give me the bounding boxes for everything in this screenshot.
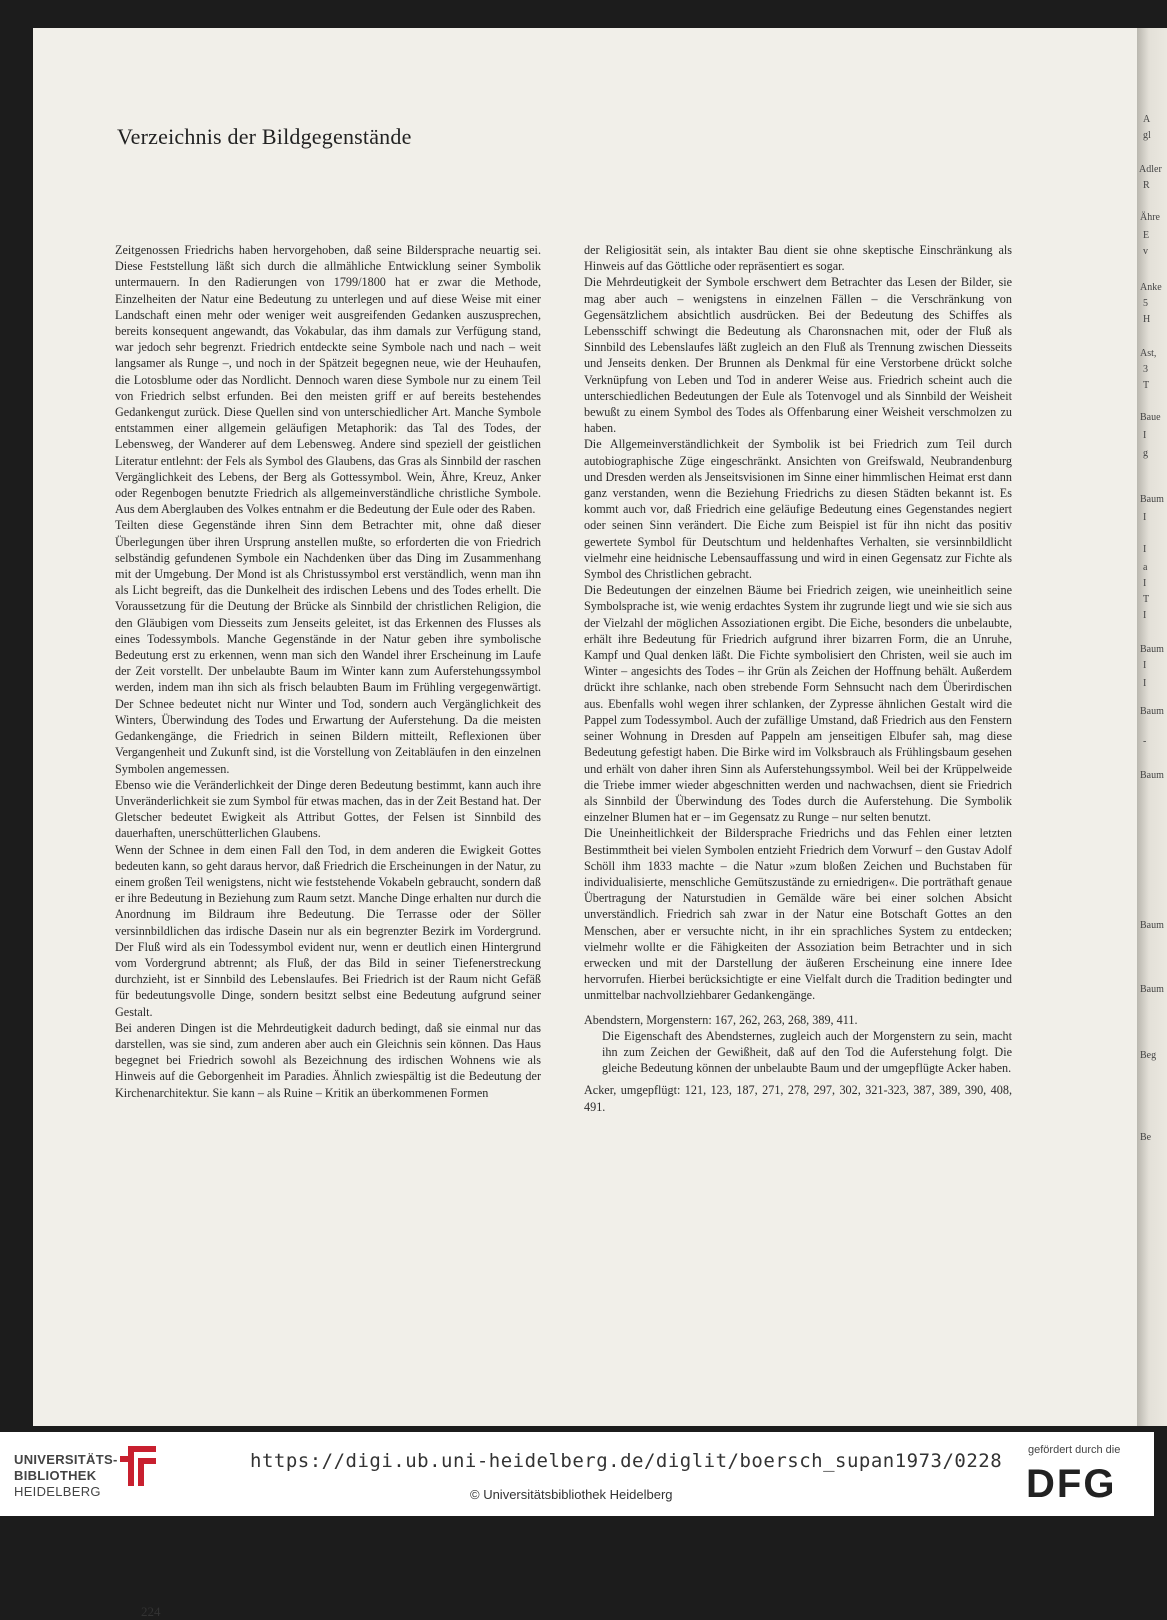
library-name-line2: BIBLIOTHEK bbox=[14, 1468, 97, 1483]
index-entry-head: Abendstern, Morgenstern: 167, 262, 263, 268, 389, 411. bbox=[584, 1012, 858, 1027]
side-fragment: gl bbox=[1143, 130, 1151, 141]
paragraph: Wenn der Schnee in dem einen Fall den Tod, in dem anderen die Ewigkeit Gottes bedeuten kann, so geht daraus hervor, daß Friedrich die Erscheinungen in der Natur, zu einem großen Teil wenigstens, nicht wie feststehende Vokabeln gebraucht, sondern daß er ihre Bedeutung in Beziehung zum Raum setzt. Manche Dinge erhalten nur durch die Anordnung im Bildraum ihre Bedeutung. Die Terrasse oder der Söller versinnbildlichen das irdische Dasein nur als ein begrenzter Bezirk im Vordergrund. Der Fluß wird als ein Todessymbol evident nur, wenn er deutlich einen Hintergrund vom Vordergrund abtrennt; als Fluß, der das Bild in seiner Tiefenerstreckung durchzieht, ist er Sinnbild des Lebenslaufes. Bei Friedrich ist der Raum nicht Gefäß für bedeutungsvolle Dinge, sondern besitzt selbst eine Bedeutung aufgrund seiner Gestalt. bbox=[115, 842, 541, 1019]
paragraph: Teilten diese Gegenstände ihren Sinn dem Betrachter mit, ohne daß dieser Überlegungen über ihren Ursprung anstellen mußte, so erforderten die von Friedrich selbständig gefundenen Symbole ein Nachdenken über das Ding im Zusammenhang mit der Umgebung. Der Mond ist als Christussymbol erst verständlich, wenn man ihn als Licht begreift, das die Dunkelheit des irdischen Lebens und des Todes erhellt. Die Voraussetzung für die Deutung der Brücke als Sinnbild der christlichen Religion, die den Gläubigen vom Diesseits zum Jenseits geleitet, ist das Erkennen des Flusses als eines Todessymbols. Manche Gegenstände in der Natur geben ihre symbolische Bedeutung erst zu erkennen, wenn man sich den Wandel ihrer Erscheinung im Laufe der Zeit vorstellt. Der unbelaubte Baum im Winter kann zum Auferstehungssymbol werden, indem man ihn sich als frisch belaubten Baum im Frühling vergegenwärtigt. Der Schnee bedeutet nicht nur Winter und Tod, sondern auch Vergänglichkeit des Winters, Überwindung des Todes und Erwartung der Auferstehung. Da die meisten Gedankengänge, die Friedrich in seinen Bildern mitteilt, Reflexionen über Vergangenheit und Zukunft sind, ist die Vorstellung von Zeitabläufen in den einzelnen Symbolen angemessen. bbox=[115, 518, 541, 776]
side-fragment: Baum bbox=[1140, 920, 1164, 931]
side-fragment: 5 bbox=[1143, 298, 1148, 309]
dfg-logo[interactable]: DFG bbox=[1026, 1462, 1117, 1506]
side-fragment: A bbox=[1143, 114, 1151, 125]
side-fragment: I bbox=[1143, 678, 1147, 689]
index-entry-head: Acker, umgepflügt: 121, 123, 187, 271, 278, 297, 302, 321-323, 387, 389, 390, 408, 491. bbox=[584, 1083, 1012, 1114]
paragraph: Die Mehrdeutigkeit der Symbole erschwert dem Betrachter das Lesen der Bilder, sie mag aber auch – wenigstens in einzelnen Fällen – die Verschränkung von Gegensätzlichem absichtlich ausdrücken. Bei der Bedeutung des Schiffes als Lebensschiff schwingt die Bedeutung als Charonsnachen mit, oder der Fluß als Sinnbild des Lebenslaufes läßt zugleich an den Fluß als Trennung zwischen Diesseits und Jenseits denken. Der Brunnen als Denkmal für eine Verstorbene drückt solche Verknüpfung von Leben und Tod in anderer Weise aus. Friedrich scheint auch die unterschiedlichen Bedeutungen der Eule als Totenvogel und als Sinnbild der Weisheit bewußt zu einem Symbol des Todes als Offenbarung einer Weisheit verschmolzen zu haben. bbox=[584, 275, 1012, 436]
funding-note: gefördert durch die bbox=[1028, 1444, 1121, 1456]
paragraph: Ebenso wie die Veränderlichkeit der Dinge deren Bedeutung bestimmt, kann auch ihre Unveränderlichkeit sie zum Symbol für etwas machen, das in der Zeit Bestand hat. Der Gletscher bedeutet Ewigkeit als Attribut Gottes, der Felsen ist Sinnbild des dauerhaften, unerschütterlichen Glaubens. bbox=[115, 777, 541, 841]
side-fragment: Baum bbox=[1140, 770, 1164, 781]
side-fragment: Baum bbox=[1140, 644, 1164, 655]
side-fragment: I bbox=[1143, 544, 1147, 555]
index-entries bbox=[584, 1012, 1012, 1115]
right-text-column bbox=[584, 242, 1012, 1121]
side-fragment: Anke bbox=[1140, 282, 1162, 293]
side-fragment: Baum bbox=[1140, 494, 1164, 505]
library-name-line3: HEIDELBERG bbox=[14, 1484, 101, 1499]
side-fragment: v bbox=[1143, 246, 1148, 257]
side-fragment: I bbox=[1143, 610, 1147, 621]
paragraph: Die Uneinheitlichkeit der Bildersprache Friedrichs und das Fehlen einer letzten Bestimmtheit bei vielen Symbolen entzieht Friedrich dem Vorwurf – den Gustav Adolf Schöll ihm 1833 machte – die Natur »zum bloßen Zeichen und Buchstaben für individualisierte, menschliche Gemütszustände zu erniedrigen«. Die porträthaft genaue Übertragung der Naturstudien in Gemälde wäre bei einer solchen Absicht unverständlich. Friedrich sah zwar in der Natur eine Botschaft Gottes an den Menschen, aber er versuchte nicht, in ihr ein sprachliches System zu entdecken; vielmehr wollte er die Fähigkeiten der Assoziation beim Betrachter und in sich erwecken und mit der Darstellung der äußeren Erscheinung eine innere Idee hervorrufen. Hierbei berücksichtigte er eine Vielfalt durch die Tradition bedingter und unmittelbar nachvollziehbarer Gedankengänge. bbox=[584, 826, 1012, 1003]
paragraph: Die Bedeutungen der einzelnen Bäume bei Friedrich zeigen, wie uneinheitlich seine Symbolsprache ist, wie wenig erdachtes System ihr zugrunde liegt und wie sie sich aus der Vielzahl der möglichen Assoziationen ergibt. Die Eiche, besonders die unbelaubte, erhält ihre Bedeutung für Friedrich aufgrund ihrer bizarren Form, die an Unruhe, Kampf und Qual denken läßt. Die Fichte symbolisiert den Christen, weil sie auch im Winter – angesichts des Todes – ihr Grün als Zeichen der Hoffnung behält. Außerdem drückt ihre schlanke, nach oben strebende Form Sehnsucht nach dem Überirdischen aus. Ebenfalls wohl wegen ihrer schlanken, der Zypresse ähnlichen Gestalt wird die Pappel zum Todessymbol. Auch der zufällige Umstand, daß Friedrich aus den Fenstern seiner Wohnung in Dresden auf Pappeln am jenseitigen Elbufer sah, mag diese Bedeutung gefestigt haben. Die Birke wird im Volksbrauch als Frühlingsbaum gesehen und erhält von daher ihren Sinn als Auferstehungssymbol. Weil bei der Krüppelweide die Triebe immer wieder abgeschnitten werden und nachwachsen, dient sie Friedrich als Sinnbild der Überwindung des Todes durch die Auferstehung. Die Symbolik einzelner Blumen hat er – im Gegensatz zu Runge – nur selten benutzt. bbox=[584, 583, 1012, 825]
paragraph: Bei anderen Dingen ist die Mehrdeutigkeit dadurch bedingt, daß sie einmal nur das darstellen, was sie sind, zum anderen aber auch ein Gleichnis sein können. Das Haus begegnet bei Friedrich sowohl als Bezeichnung des irdischen Wohnens wie als Hinweis auf die Geborgenheit im Paradies. Ähnlich zwiespältig ist die Bedeutung der Kirchenarchitektur. Sie kann – als Ruine – Kritik an überkommenen Formen bbox=[115, 1020, 541, 1100]
side-fragment: E bbox=[1143, 230, 1150, 241]
side-fragment: Adler bbox=[1139, 164, 1162, 175]
library-emblem-icon bbox=[116, 1442, 160, 1490]
side-fragment: I bbox=[1143, 578, 1147, 589]
side-fragment: a bbox=[1143, 562, 1148, 573]
index-entry bbox=[584, 1012, 1012, 1077]
side-fragment: Baum bbox=[1140, 984, 1164, 995]
side-fragment: H bbox=[1143, 314, 1151, 325]
side-fragment: Ähre bbox=[1140, 212, 1160, 223]
adjacent-page-strip bbox=[1104, 0, 1164, 1398]
side-fragment: - bbox=[1143, 736, 1147, 747]
side-fragment: I bbox=[1143, 660, 1147, 671]
library-logo[interactable] bbox=[14, 1452, 118, 1500]
index-entry-description: Die Eigenschaft des Abendsternes, zugleich auch der Morgenstern zu sein, macht ihn zum Zeichen der Gewißheit, daß auf den Tod die Auferstehung folgt. Die gleiche Bedeutung können der unbelaubte Baum und der umgepflügte Acker haben. bbox=[602, 1028, 1012, 1076]
paragraph: der Religiosität sein, als intakter Bau dient sie ohne skeptische Einschränkung als Hinweis auf das Göttliche oder repräsentiert es sogar. bbox=[584, 243, 1012, 274]
page-number: 224 bbox=[141, 1604, 161, 1619]
side-fragment: 3 bbox=[1143, 364, 1148, 375]
left-text-column bbox=[115, 242, 541, 1101]
viewer-footer bbox=[0, 1432, 1154, 1516]
side-fragment: R bbox=[1143, 180, 1150, 191]
page-heading: Verzeichnis der Bildgegenstände bbox=[117, 124, 412, 149]
side-fragment: g bbox=[1143, 448, 1148, 459]
library-name-line1: UNIVERSITÄTS- bbox=[14, 1452, 118, 1467]
paragraph: Die Allgemeinverständlichkeit der Symbolik ist bei Friedrich zum Teil durch autobiographische Züge eingeschränkt. Ansichten von Greifswald, Neubrandenburg und Dresden werden als Jenseitsvisionen im Sinne einer himmlischen Heimat erst dann ganz verstanden, wenn die Beziehung Friedrichs zu diesen Städten bekannt ist. Es kommt auch vor, daß Friedrich eine geläufige Bedeutung eines Gegenstandes negiert oder seinen Sinn verändert. Die Eiche zum Beispiel ist für ihn nicht das positiv gewertete Symbol für Deutschtum und heldenhaftes Verhalten, sie versinnbildlicht vielmehr eine heidnische Lebensauffassung und wird in einen Gegensatz zur Fichte als Symbol des Christlichen gebracht. bbox=[584, 437, 1012, 582]
index-entry bbox=[584, 1082, 1012, 1114]
side-fragment: T bbox=[1143, 380, 1150, 391]
side-fragment: Ast, bbox=[1140, 348, 1157, 359]
side-fragment: I bbox=[1143, 430, 1147, 441]
copyright-notice: © Universitätsbibliothek Heidelberg bbox=[470, 1487, 673, 1502]
side-fragment: T bbox=[1143, 594, 1150, 605]
side-fragment: Baum bbox=[1140, 706, 1164, 717]
side-fragment: I bbox=[1143, 512, 1147, 523]
side-fragment: Baue bbox=[1140, 412, 1161, 423]
document-url-link[interactable]: https://digi.ub.uni-heidelberg.de/diglit/boersch_supan1973/0228 bbox=[250, 1450, 1003, 1472]
side-fragment: Be bbox=[1140, 1132, 1152, 1143]
side-fragment: Beg bbox=[1140, 1050, 1157, 1061]
paragraph: Zeitgenossen Friedrichs haben hervorgehoben, daß seine Bildersprache neuartig sei. Diese Feststellung läßt sich durch die allmähliche Entwicklung seiner Symbolik untermauern. In den Radierungen von 1799/1800 hat er zwar die Methode, Einzelheiten der Natur eine Bedeutung zu unterlegen und auf diese Weise mit einer Landschaft einen mehr oder weniger weit ausgreifenden Gedanken auszusprechen, bereits konsequent angewandt, das Vokabular, das ihm damals zur Verfügung stand, war jedoch sehr begrenzt. Friedrich entdeckte seine Symbole nach und nach – weit langsamer als Runge –, und noch in der Spätzeit begegnen neue, wie der Heuhaufen, die Lotosblume oder das Nordlicht. Dennoch waren diese Symbole nur zu einem Teil von Friedrich selbst erfunden. Bei den meisten griff er auf bereits bestehendes Gedankengut zurück. Diese Quellen sind von unterschiedlicher Art. Manche Symbole entstammen einer allgemein geläufigen Metaphorik: das Tal des Todes, der Lebensweg, der Wanderer auf dem Lebensweg. Andere sind speziell der geistlichen Literatur entlehnt: der Fels als Symbol des Glaubens, das Gras als Sinnbild der raschen Vergänglichkeit des Lebens, der Berg als Gottessymbol. Wein, Ähre, Kreuz, Anker oder Regenbogen benutzte Friedrich als allgemeinverständliche christliche Symbole. Aus dem Aberglauben des Volkes entnahm er die Bedeutung der Eule oder des Raben. bbox=[115, 243, 541, 517]
